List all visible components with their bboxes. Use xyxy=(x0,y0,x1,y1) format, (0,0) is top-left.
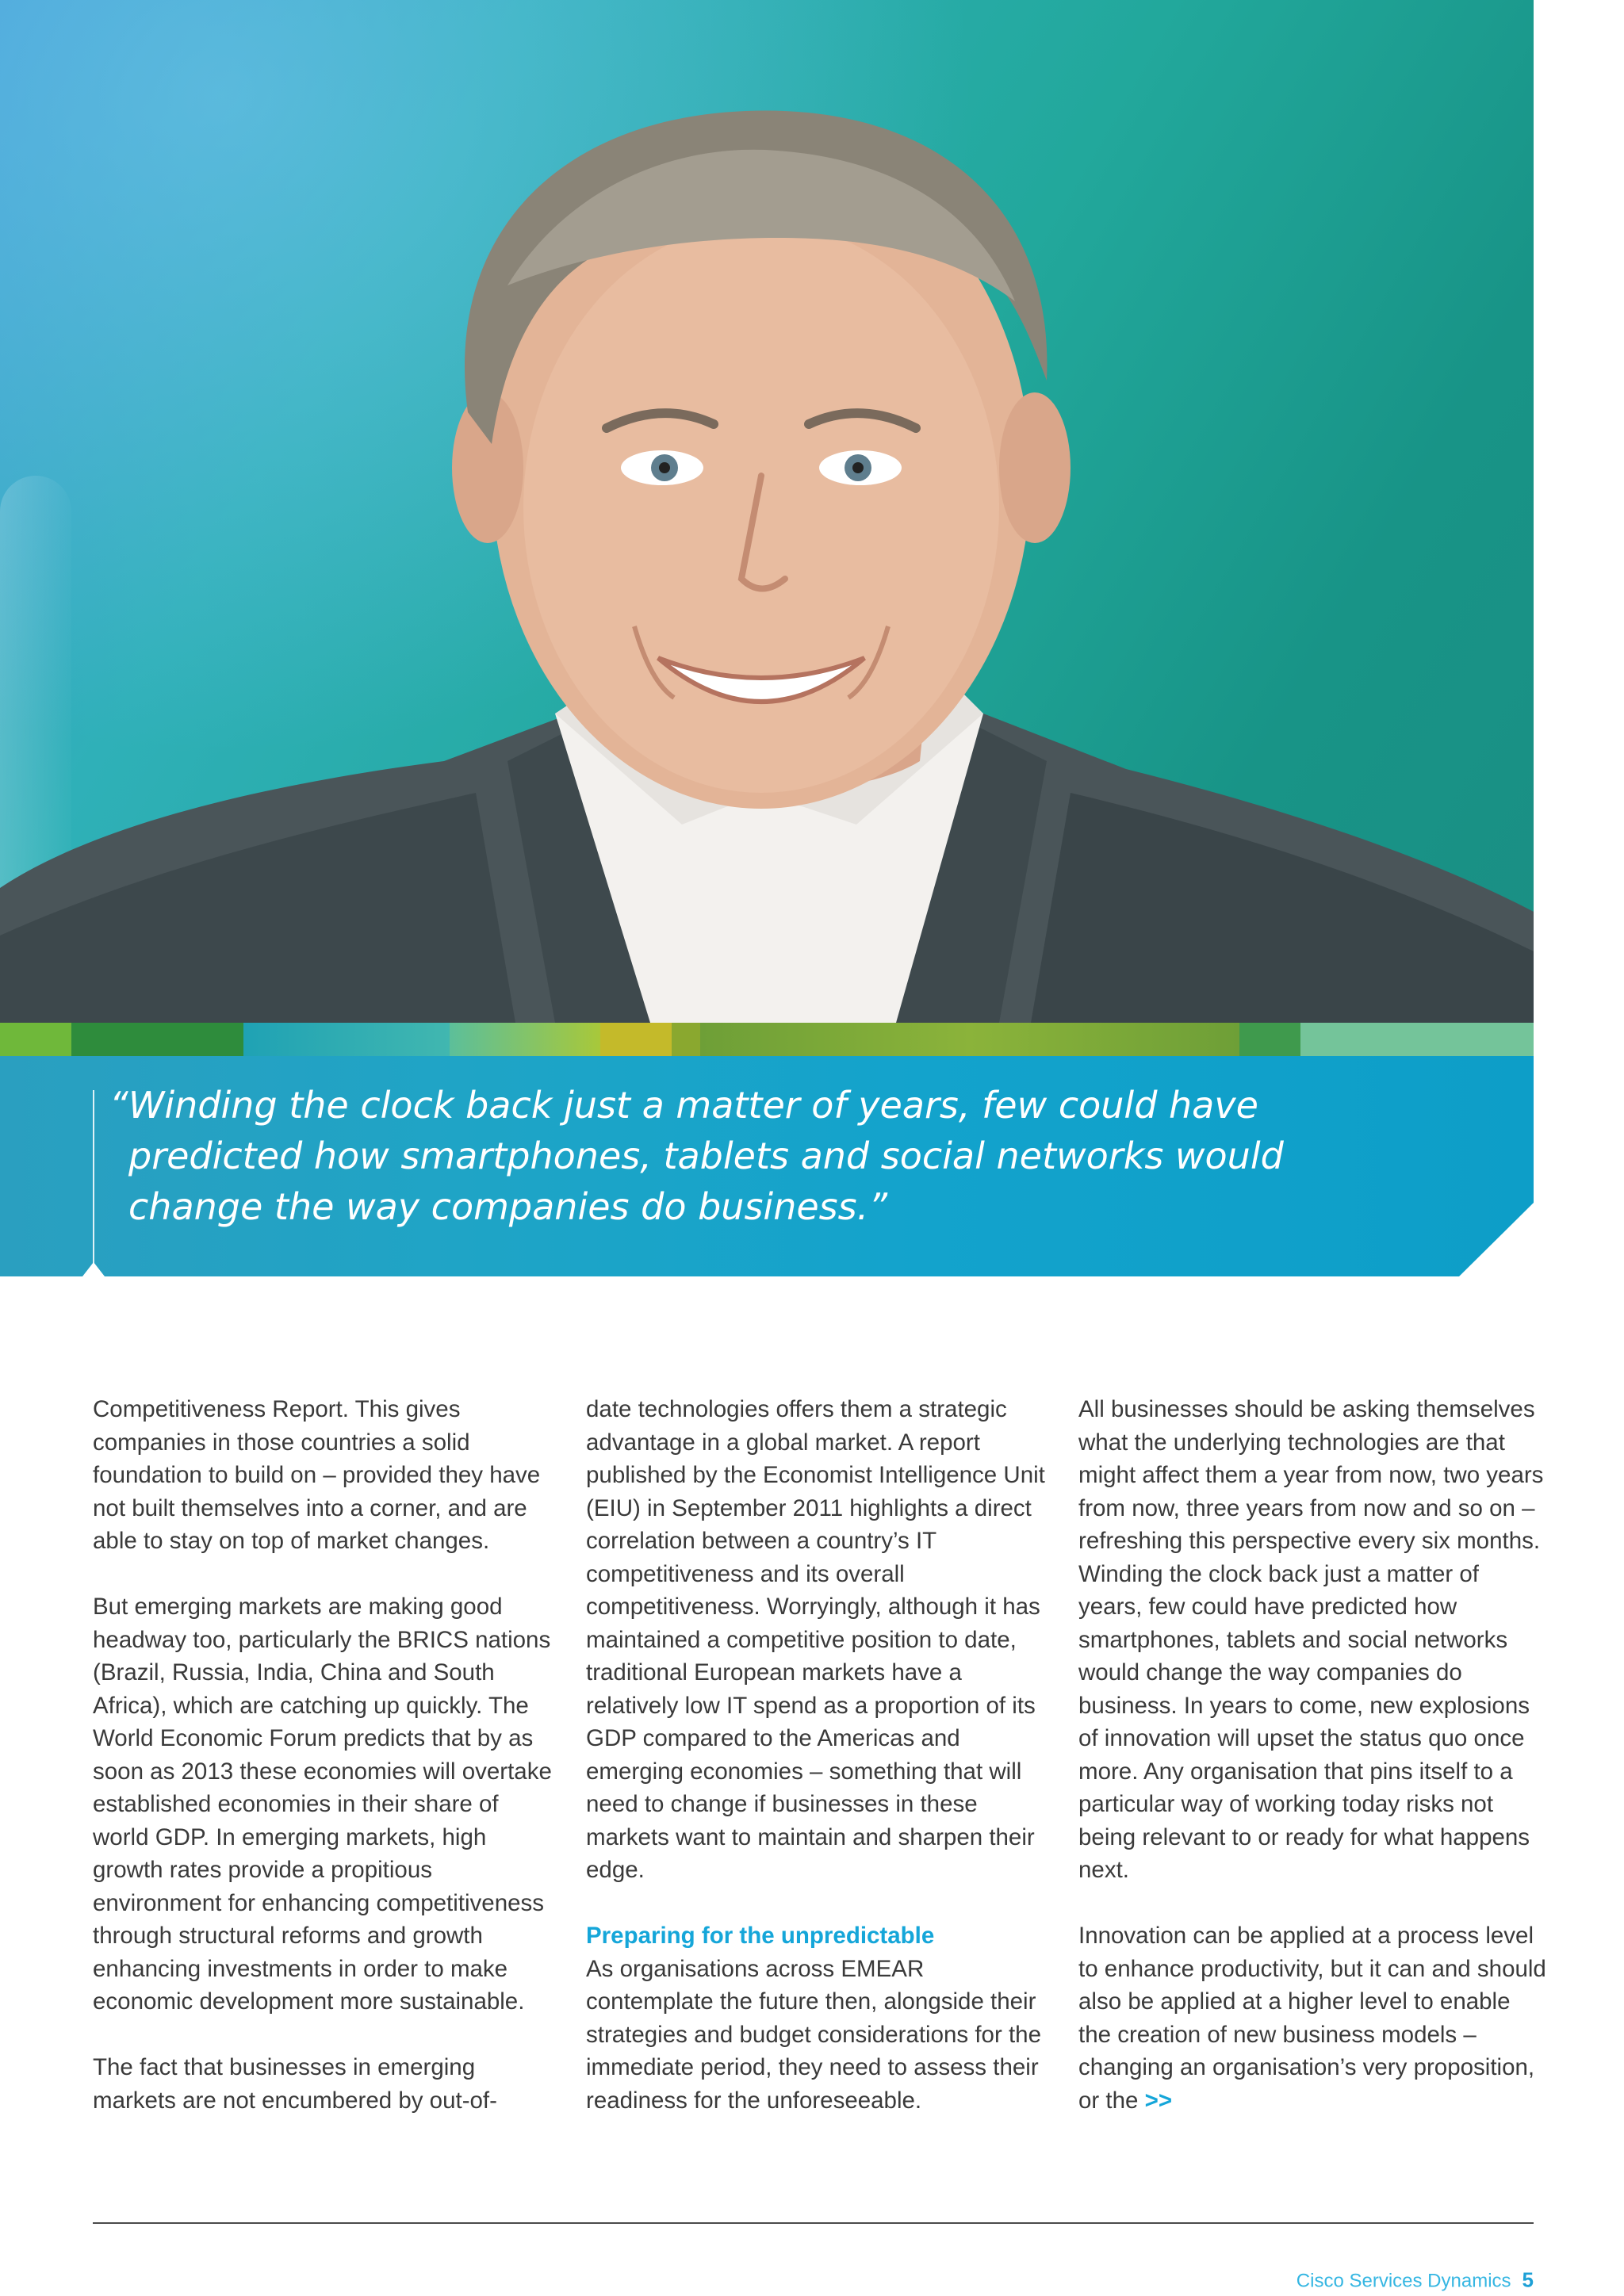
quote-notch xyxy=(82,1262,105,1276)
section-heading: Preparing for the unpredictable xyxy=(586,1923,935,1949)
page-number: 5 xyxy=(1522,2267,1534,2292)
paragraph: date technologies offers them a strategic advantage in a global market. A report published by the Economist Intelligence Unit (EIU) in September 2011 highlights a direct correlation between a country’s IT competitiveness and its overall competitiveness. Worryingly, although it has maintained a competitive position to date, traditional European markets have a relatively low IT spend as a proportion of its GDP compared to the Americas and emerging economies – something that will need to change if businesses in these markets want to maintain and sharpen their edge. xyxy=(586,1396,1045,1883)
paragraph: But emerging markets are making good headway too, particularly the BRICS nations (Brazil, Russia, India, China and South Africa), which are catching up quickly. The World Economic Forum predicts that by as soon as 2013 these economies will overtake established economies in their share of world GDP. In emerging markets, high growth rates provide a propitious environment for enhancing competitiveness through structural reforms and growth enhancing investments in order to make economic development more sustainable. xyxy=(93,1594,552,2015)
strip-segment xyxy=(243,1023,450,1056)
paragraph: All businesses should be asking themselves what the underlying technologies are that might affect them a year from now, two years from now, three years from now and so on – refreshing this perspective every six months. Winding the clock back just a matter of years, few could have predicted how smartphones, tablets and social networks would change the way companies do business. In years to come, new explosions of innovation will upset the status quo once more. Any organisation that pins itself to a particular way of working today risks not being relevant to or ready for what happens next. xyxy=(1078,1396,1544,1883)
publication-title: Cisco Services Dynamics xyxy=(1296,2270,1511,2292)
continue-arrow-icon[interactable]: >> xyxy=(1144,2087,1173,2114)
paragraph: As organisations across EMEAR contemplate the future then, alongside their strategies and budget considerations for the immediate period, they need to assess their readiness for the unforeseeable. xyxy=(586,1955,1041,2114)
strip-segment xyxy=(450,1023,600,1056)
strip-segment xyxy=(1300,1023,1534,1056)
text-column-2 xyxy=(586,1393,1050,2117)
paragraph: Competitiveness Report. This gives companies in those countries a solid foundation to build on – provided they have not built themselves into a corner, and are able to stay on top of market changes. xyxy=(93,1396,541,1554)
text-column-3 xyxy=(1078,1393,1546,2117)
strip-segment xyxy=(700,1023,1239,1056)
hero-photo xyxy=(0,0,1534,1023)
paragraph xyxy=(1078,1919,1546,2117)
paragraph: The fact that businesses in emerging markets are not encumbered by out-of- xyxy=(93,2054,497,2114)
strip-segment xyxy=(0,1023,71,1056)
strip-segment xyxy=(672,1023,700,1056)
page-footer xyxy=(1297,2268,1534,2293)
text-column-1 xyxy=(93,1393,557,2117)
portrait-figure xyxy=(0,0,1534,1023)
pull-quote: “Winding the clock back just a matter of years, few could have predicted how smartphones, tablets and social networks would change the way companies do business.” xyxy=(109,1084,1284,1228)
strip-segment xyxy=(600,1023,672,1056)
strip-segment xyxy=(71,1023,243,1056)
footer-rule xyxy=(93,2222,1534,2224)
quote-rule xyxy=(93,1090,94,1269)
paragraph-text: Innovation can be applied at a process level to enhance productivity, but it can and should also be applied at a higher level to enable the creation of new business models – changing an organisation’s very proposition, or the xyxy=(1078,1923,1546,2114)
strip-segment xyxy=(1239,1023,1300,1056)
